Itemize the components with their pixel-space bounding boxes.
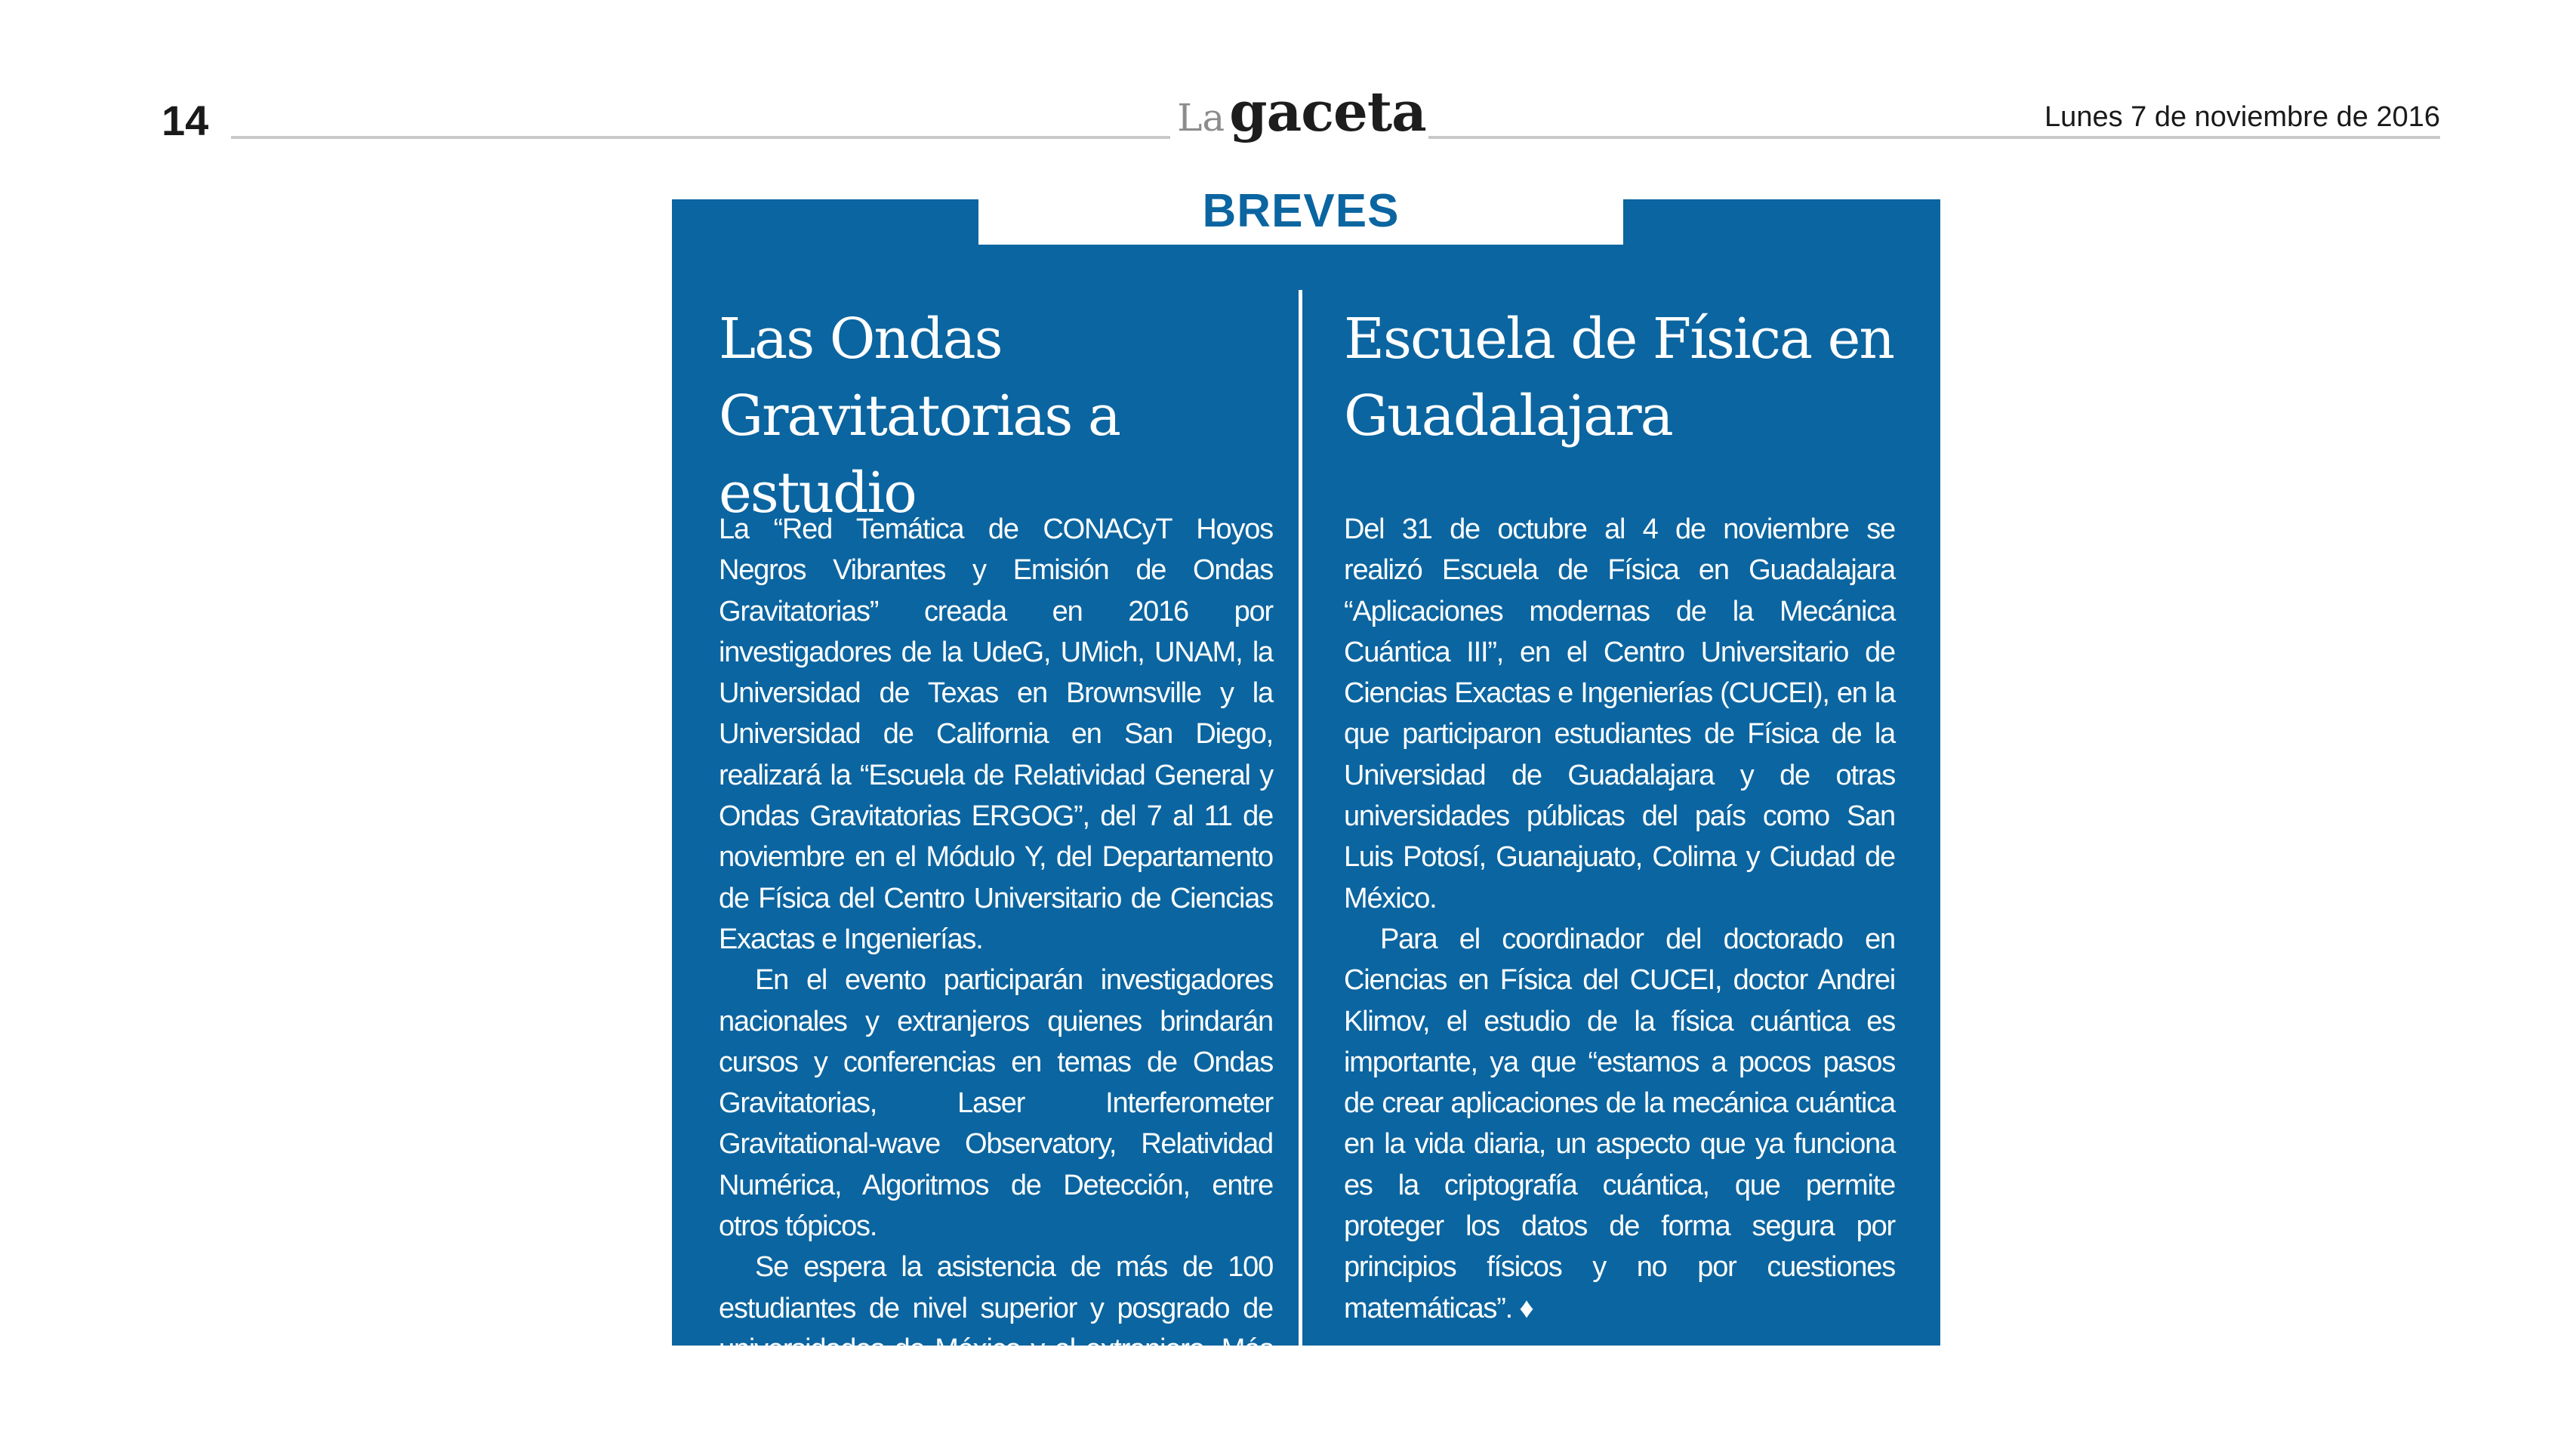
header-rule-right bbox=[1428, 136, 2440, 139]
article-headline: Las Ondas Gravitatorias a estudio bbox=[719, 307, 1120, 526]
article-headline: Escuela de Física en Guadalajara bbox=[1344, 307, 1894, 449]
article-paragraph: Del 31 de octubre al 4 de noviembre se realizó Escuela de Física en Guadalajara “Aplicaciones modernas de la Mecánica Cuántica III”, en el Centro Universitario de Ciencias Exactas e Ingenierías (CUCEI), en la que participaron estudiantes de Física de la Universidad de Guadalajara y de otras universidades públicas del país como San Luis Potosí, Guanajuato, Colima y Ciudad de México. bbox=[1344, 513, 1895, 914]
section-label: BREVES bbox=[1202, 185, 1400, 237]
issue-date: Lunes 7 de noviembre de 2016 bbox=[2044, 101, 2440, 133]
masthead-logo[interactable] bbox=[1175, 79, 1428, 143]
article-paragraph: La “Red Temática de CONACyT Hoyos Negros Vibrantes y Emisión de Ondas Gravitatorias” creada en 2016 por investigadores de la UdeG, UMich, UNAM, la Universidad de Texas en Brownsville y la Universidad de California en San Diego, realizará la “Escuela de Relatividad General y Ondas Gravitatorias ERGOG”, del 7 al 11 de noviembre en el Módulo Y, del Departamento de Física del Centro Universitario de Ciencias Exactas e Ingenierías. bbox=[719, 513, 1273, 955]
article-paragraph: Para el coordinador del doctorado en Ciencias en Física del CUCEI, doctor Andrei Klimov, el estudio de la física cuántica es importante, ya que “estamos a pocos pasos de crear aplicaciones de la mecánica cuántica en la vida diaria, un aspecto que ya funciona es la criptografía cuántica, que permite proteger los datos de forma segura por principios físicos y no por cuestiones matemáticas”. ♦ bbox=[1344, 923, 1895, 1324]
column-divider bbox=[1299, 290, 1302, 1346]
article-escuela-fisica bbox=[1344, 301, 1895, 1324]
header-rule-left bbox=[231, 136, 1170, 139]
article-body bbox=[719, 509, 1273, 1452]
article-body bbox=[1344, 509, 1895, 1329]
masthead-prefix: La bbox=[1177, 96, 1225, 140]
masthead-name: gaceta bbox=[1229, 79, 1426, 143]
section-tab bbox=[978, 178, 1623, 245]
article-paragraph: En el evento participarán investigadores nacionales y extranjeros quienes brindarán cursos y conferencias en temas de Ondas Gravitatorias, Laser Interferometer Gravitational-wave Observatory, Relatividad Numérica, Algoritmos de Detección, entre otros tópicos. bbox=[719, 964, 1273, 1243]
page-number: 14 bbox=[162, 97, 209, 144]
article-ondas-gravitatorias bbox=[719, 301, 1273, 1447]
article-paragraph: Se espera la asistencia de más de 100 estudiantes de nivel superior y posgrado de universidades de México y el extranjero. Más información en http://ergog2016.wixsite.com/ergog. ♦ bbox=[719, 1251, 1273, 1447]
